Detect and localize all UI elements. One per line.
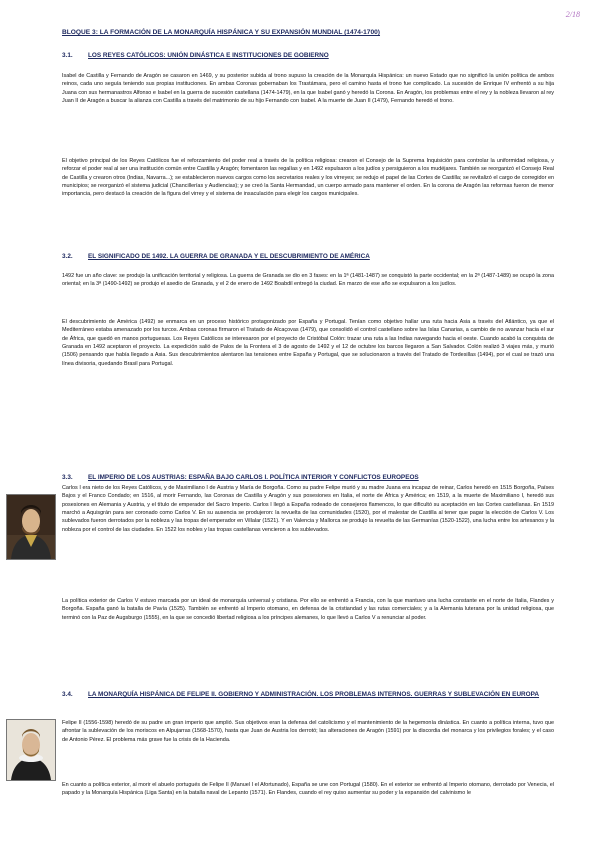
felipe-ii-portrait [6, 719, 56, 781]
carlos-v-portrait [6, 494, 56, 560]
section-heading-3-4: 3.4. LA MONARQUÍA HISPÁNICA DE FELIPE II. GOBIERNO Y ADMINISTRACIÓN. LOS PROBLEMAS INTERNOS. GUERRAS Y SUBLEVACIÓN EN EUROPA [62, 691, 540, 698]
section-3-1-paragraph-1: Isabel de Castilla y Fernando de Aragón se casaron en 1469, y su posterior subida al trono supuso la creación de la Monarquía Hispánica: un nuevo Estado que no significó la unión política de ambos reinos, cada uno seguía teniendo sus propias instituciones. En ambas Coronas gobernaban los Trastámara, pero el camino hasta el trono fue complicado. La sucesión de Enrique IV enfrentó a su hija Juana con sus hermanastros Alfonso e Isabel en la guerra de sucesión castellana (1474-1479), en la que Isabel ganó y heredó la Corona. En Aragón, los problemas entre el rey y la nobleza llevaron al rey Juan II de Aragón a buscar la alianza con Castilla a través del matrimonio de su hijo Fernando con Isabel. A la muerte de Juan II (1479), Fernando heredó el trono. [62, 73, 554, 105]
section-3-2-paragraph-2: El descubrimiento de América (1492) se enmarca en un proceso histórico protagonizado por España y Portugal. Tenían como objetivo hallar una ruta hacia Asia a través del Atlántico, ya que el Mediterráneo estaba amenazado por los turcos. Ambas coronas firmaron el Tratado de Alcaçovas (1479), que consolidó el control castellano sobre las Islas Canarias, a cambio de no avanzar hacia el sur de África, que quedó en manos portuguesas. Los Reyes Católicos se interesaron por el proyecto de Cristóbal Colón: trazar una ruta a las Indias navegando hacia el oeste. Cuando acabó la conquista de Granada en 1492 aceptaron el proyecto. La expedición salió de Palos de la Frontera el 3 de agosto de 1492 y el 12 de octubre los barcos llegaron a San Salvador. Colón realizó 3 viajes más, y murió (1506) pensando que había llegado a Asia. Sus descubrimientos alentaron las tensiones entre España y Portugal, que se solucionaron a través del Tratado de Tordesillas (1494), por el cual se trazó una línea divisoria, quedando Brasil para Portugal. [62, 319, 554, 367]
bloque-title: BLOQUE 3: LA FORMACIÓN DE LA MONARQUÍA HISPÁNICA Y SU EXPANSIÓN MUNDIAL (1474-1700) [62, 29, 381, 36]
section-3-3-paragraph-1: Carlos I era nieto de los Reyes Católicos, y de Maximiliano I de Austria y María de Borgoña. Como su padre Felipe murió y su madre Juana era incapaz de reinar, Carlos heredó en 1515 Borgoña, Países Bajos y el Franco Condado; en 1516, al morir Fernando, las Coronas de Castilla y Aragón y sus posesiones en Italia, el norte de África y América; en 1519, a la muerte de Maximiliano I, heredó sus posesiones en Alemania y Austria, y el título de emperador del Sacro Imperio. Carlos I llegó a España rodeado de consejeros flamencos, lo que dificultó su aceptación en las Cortes castellanas. En 1519 marchó a Aquisgrán para ser coronado como Carlos V. En su ausencia se produjeron: la revuelta de las comunidades (1520), por el malestar de Castilla al tener que pagar la elección de Carlos V. Los sublevados fueron derrotados por la nobleza y las tropas del emperador en Villalar (1521). Y en Valencia y Mallorca se produjo la revuelta de las Germanías (1520-1522), una lucha entre los artesanos y la nobleza por el control de las ciudades. En 1522 los nobles y las tropas castellanas vencieron a los sublevados. [62, 485, 554, 533]
section-3-1-paragraph-2: El objetivo principal de los Reyes Católicos fue el reforzamiento del poder real a través de la política religiosa: crearon el Consejo de la Suprema Inquisición para controlar la uniformidad religiosa, y reforzar el poder real al ser una institución común entre Castilla y Aragón; fomentaron las regalías y en 1492 expulsaron a los judíos y persiguieron a los mudéjares. También se reorganizó el Consejo Real de Castilla y crearon otros (Indias, Navarra...); se establecieron nuevos cargos como los secretarios reales y los virreyes; se redujo el papel de las Cortes de Castilla; se revitalizó el cargo de corregidor en municipios; se reorganizó el sistema judicial (Chancillerías y Audiencias); y se creó la Santa Hermandad, un cuerpo armado para mantener el orden. En la corona de Aragón las reformas fueron de menor importancia, pero destacó la creación de la figura del virrey y el sistema de insaculación para elegir los cargos municipales. [62, 158, 554, 198]
section-heading-3-3: 3.3. EL IMPERIO DE LOS AUSTRIAS: ESPAÑA BAJO CARLOS I. POLÍTICA INTERIOR Y CONFLICTOS EUROPEOS [62, 474, 419, 481]
section-heading-3-1: 3.1. LOS REYES CATÓLICOS: UNIÓN DINÁSTICA E INSTITUCIONES DE GOBIERNO [62, 52, 329, 59]
section-3-4-paragraph-2: En cuanto a política exterior, al morir el abuelo portugués de Felipe II (Manuel I el Afortunado), España se une con Portugal (1580). En el exterior se enfrentó al Imperio otomano, derrotado por Venecia, el papado y la Monarquía Hispánica (Liga Santa) en la batalla naval de Lepanto (1571). En Flandes, cuando el rey quiso aumentar su poder y la expansión del calvinismo le [62, 782, 554, 797]
section-3-2-paragraph-1: 1492 fue un año clave: se produjo la unificación territorial y religiosa. La guerra de Granada se dio en 3 fases: en la 1ª (1481-1487) se conquistó la parte occidental; en la 2ª (1487-1489) se ocupó la zona oriental; en la 3ª (1490-1492) se produjo el asedio de Granada, y el 2 de enero de 1492 Boabdil entregó la ciudad. En marzo de ese año se expulsaron a los judíos. [62, 273, 554, 288]
section-heading-3-2: 3.2. EL SIGNIFICADO DE 1492. LA GUERRA DE GRANADA Y EL DESCUBRIMIENTO DE AMÉRICA [62, 253, 370, 260]
page-number: 2/18 [565, 10, 580, 19]
section-3-4-paragraph-1: Felipe II (1556-1598) heredó de su padre un gran imperio que amplió. Sus objetivos eran la defensa del catolicismo y el mantenimiento de la hegemonía dinástica. En cuanto a política interna, tuvo que afrontar la sublevación de los moriscos en Alpujarras (1568-1570), hasta que Juan de Austria los derrotó; las alteraciones de Aragón (1591) por la discordia del monarca y los privilegios forales; y el caso de Antonio Pérez. El problema más grave fue la crisis de la Hacienda. [62, 720, 554, 743]
section-3-3-paragraph-2: La política exterior de Carlos V estuvo marcada por un ideal de monarquía universal y cristiana. Por ello se enfrentó a Francia, con la que mantuvo una lucha constante en el norte de Italia, Flandes y Borgoña. España ganó la batalla de Pavía (1525). También se enfrentó al Imperio otomano, en defensa de la cristiandad y las rutas comerciales; y a la Alemania luterana por la unidad religiosa, que terminó con la Paz de Augsburgo (1555), en la que se concedió libertad religiosa a los príncipes alemanes, lo que llevó a Carlos V a renunciar al poder. [62, 598, 554, 621]
